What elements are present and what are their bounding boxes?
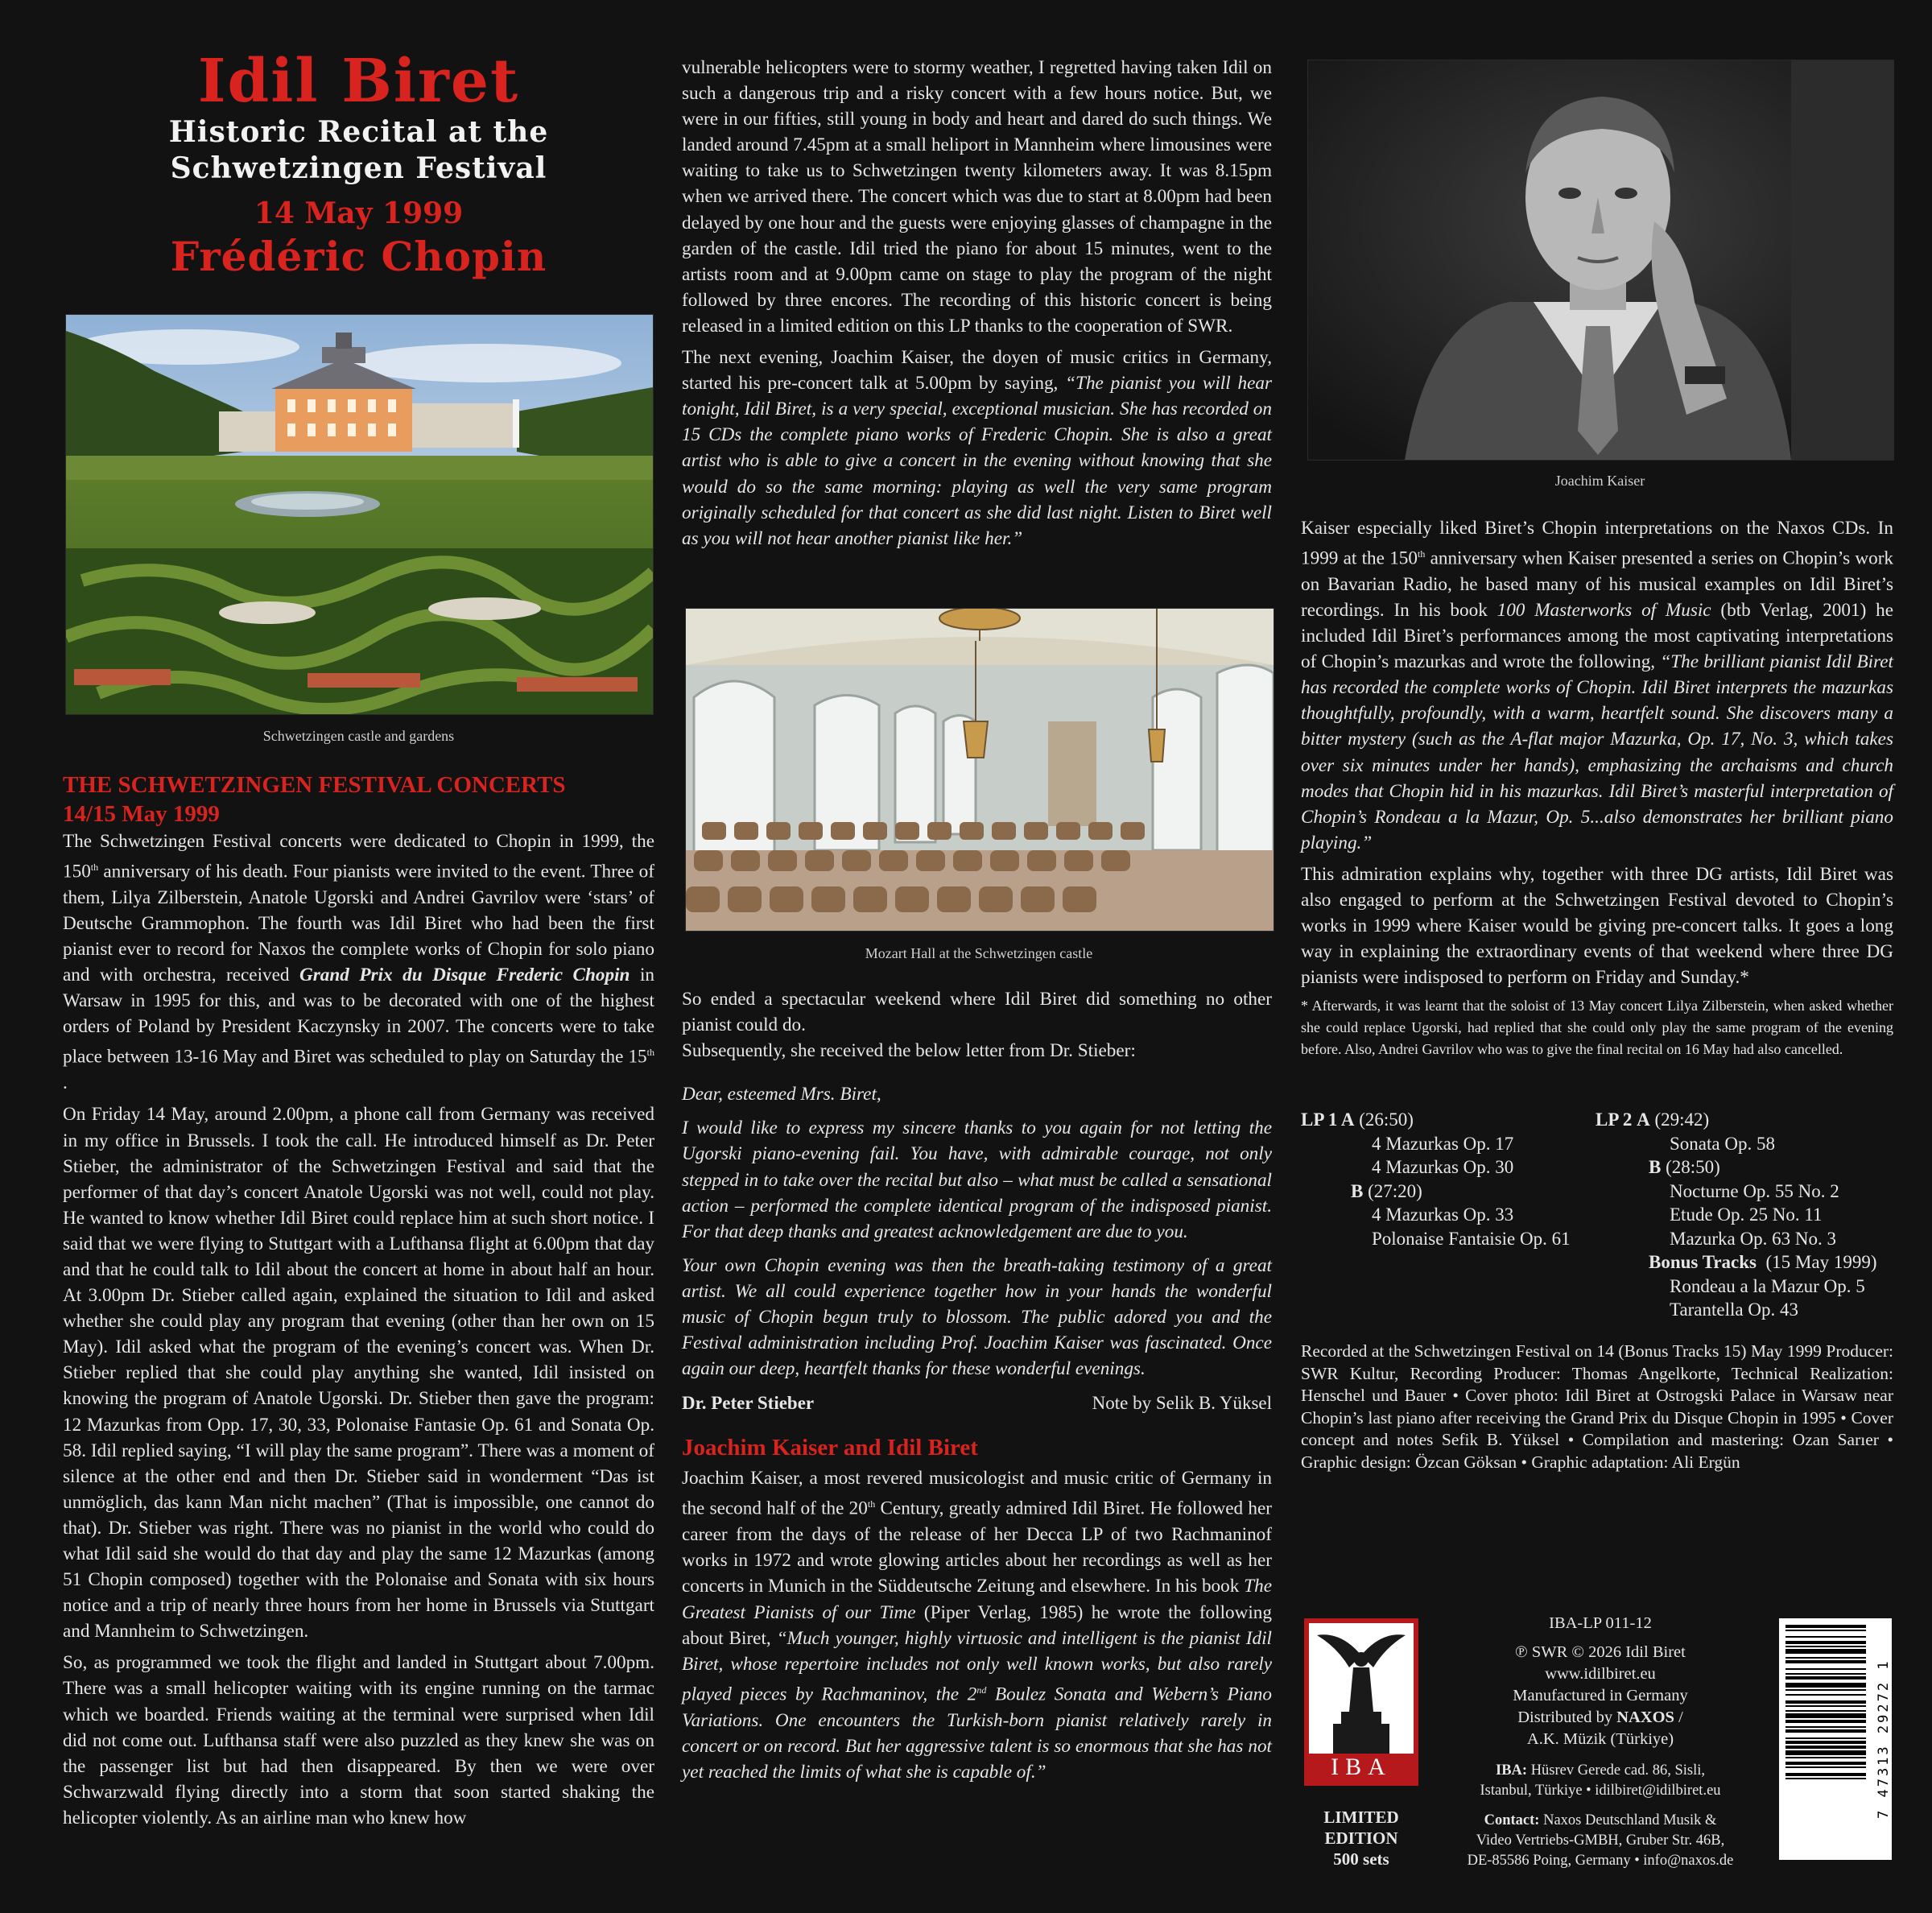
barcode-bar xyxy=(1785,1710,1866,1712)
paragraph-kaiser-admired: Joachim Kaiser, a most revered musicologist and music critic of Germany in the second half of the 20th Century, greatly admired Idil Biret. He followed her career from the days of the release of her Decca LP of two Rachmaninof works in 1972 and wrote glowing articles about her recordings as well as her concerts in Munich in the Süddeutsche Zeitung and elsewhere. In his book The Greatest Pianists of our Time (Piper Verlag, 1985) he wrote the following about Biret, “Much younger, highly virtuosic and intelligent is the pianist Idil Biret, whose repertoire includes not only well known works, but also rarely played pieces by Rachmaninov, the 2nd Boulez Sonata and Webern’s Piano Variations. One encounters the Turkish-born pianist relatively rarely in concert or on record. But her aggressive talent is so enormous that she has not yet reached the limits of what she is capable of.” xyxy=(682,1468,1272,1783)
letter-signature: Dr. Peter Stieber xyxy=(682,1393,815,1414)
column-2-text-top xyxy=(682,55,1272,552)
barcode-bar xyxy=(1785,1750,1866,1755)
angel-statue-icon xyxy=(1309,1623,1414,1757)
composer-name: Frédéric Chopin xyxy=(170,233,547,280)
lp2-side-b-track-2: Etude Op. 25 No. 11 xyxy=(1670,1204,1823,1225)
album-title-block xyxy=(63,48,654,280)
paragraph-kaiser-liked: Kaiser especially liked Biret’s Chopin interpretations on the Naxos CDs. In 1999 at the 150th anniversary when Kaiser presented a series on Chopin’s work on Bavarian Radio, he based many of his musical examples on Idil Biret’s recordings. In his book 100 Masterworks of Music (btb Verlag, 2001) he included Idil Biret’s performances among the most captivating interpretations of Chopin’s mazurkas and wrote the following, “The brilliant pianist Idil Biret has recorded the complete works of Chopin. Idil Biret interprets the mazurkas thoughtfully, profoundly, with a warm, heartfelt sound. She discovers many a bitter mystery (such as the A-flat major Mazurka, Op. 17, No. 3, which takes over six minutes under her hands), emphasizing the archaisms and church modes that Chopin hid in his mazurkas. Idil Biret’s masterful interpretation of Chopin’s Rondeau a la Mazur, Op. 5...also demonstrates her brilliant piano playing.” xyxy=(1301,518,1894,853)
distributor-turkey: A.K. Müzik (Türkiye) xyxy=(1526,1730,1674,1748)
barcode-number: 7 47313 29272 1 xyxy=(1876,1659,1892,1820)
lp1-side-a-header: LP 1 A (26:50) xyxy=(1301,1109,1414,1130)
limited-line-3: 500 sets xyxy=(1333,1849,1389,1869)
barcode-bar xyxy=(1785,1649,1866,1654)
festival-concerts-heading xyxy=(63,771,654,828)
letter-signature-row xyxy=(682,1393,1272,1414)
paragraph-phone-call: On Friday 14 May, around 2.00pm, a phone call from Germany was received in my office in Brussels. I took the call. He introduced himself as Dr. Peter Stieber, the administrator of the Schwetzingen Festival and said that the performer of that day’s concert Anatole Ugorski was not well, could not play. He wanted to know whether Idil Biret could replace him at such short notice. I said that we were flying to Stuttgart with a Lufthansa flight at 6.00pm that day and that he could talk to Idil about the concert at home in about half an hour. At 3.00pm Dr. Stieber called again, explained the situation to Idil and asked whether she could play any program that evening (other than her own on 15 May). Idil asked what the program of the evening’s concert was. When Dr. Stieber replied that she could play anything she wanted, Idil insisted on knowing the program of Anatole Ugorski. Dr. Stieber then gave the program: 12 Mazurkas from Opp. 17, 30, 33, Polonaise Fantasie Op. 61 and Sonata Op. 58. Idil replied saying, “I will play the same program”. There was a moment of silence at the other end and then Dr. Stieber said in wonderment “Das ist unmöglich, das kann Man nicht machen” (That is impossible, one cannot do that). Dr. Stieber was right. There was no pianist in the world who could do what Idil said she would do that day and play the same 12 Mazurkas (among 51 Chopin composed) together with the Polonaise and Sonata with six hours notice and a trip of nearly three hours from her home in Brussels via Stuttgart and Mannheim to Schwetzingen. xyxy=(63,1104,654,1642)
subtitle-line-1: Historic Recital at the xyxy=(168,115,549,149)
lp2-side-b-header: B (28:50) xyxy=(1649,1157,1720,1177)
lp1-side-b-track-2: Polonaise Fantaisie Op. 61 xyxy=(1372,1228,1571,1249)
artist-name: Idil Biret xyxy=(197,47,520,116)
barcode-bar xyxy=(1785,1762,1866,1765)
limited-edition-label xyxy=(1293,1807,1430,1870)
barcode-bar xyxy=(1785,1757,1866,1758)
castle-photo-caption: Schwetzingen castle and gardens xyxy=(262,728,455,744)
barcode-bar xyxy=(1785,1746,1866,1749)
iba-address: IBA: Hüsrev Gerede cad. 86, Sisli, Istanbul, Türkiye • idilbiret@idilbiret.eu xyxy=(1480,1762,1721,1799)
barcode-bar xyxy=(1785,1694,1866,1696)
barcode-bar xyxy=(1785,1660,1866,1663)
festival-heading-line-1: THE SCHWETZINGEN FESTIVAL CONCERTS xyxy=(63,772,566,798)
barcode-bar xyxy=(1785,1673,1866,1675)
barcode-bar xyxy=(1785,1729,1866,1733)
barcode-bar xyxy=(1785,1657,1866,1659)
subtitle-line-2: Schwetzingen Festival xyxy=(170,151,547,185)
column-1-text xyxy=(63,771,654,1831)
contact-address: Contact: Naxos Deutschland Musik & Video Vertriebs-GMBH, Gruber Str. 46B, DE-85586 Poing, Germany • info@naxos.de xyxy=(1467,1812,1734,1869)
barcode-bar xyxy=(1785,1741,1866,1744)
barcode xyxy=(1779,1618,1892,1860)
lp1-side-a-track-2: 4 Mazurkas Op. 30 xyxy=(1372,1157,1514,1177)
paragraph-admiration: This admiration explains why, together with three DG artists, Idil Biret was also engaged to perform at the Schwetzingen Festival devoted to Chopin’s works in 1999 where Kaiser would be giving pre-concert talks. It goes a long way in explaining the extraordinary events of that weekend where three DG pianists were indisposed to perform on Friday and Sunday.* xyxy=(1301,863,1893,989)
barcode-bar xyxy=(1785,1668,1866,1670)
bonus-track-1: Rondeau a la Mazur Op. 5 xyxy=(1670,1275,1865,1296)
label-info xyxy=(1433,1613,1768,1871)
barcode-bar xyxy=(1785,1636,1866,1638)
joachim-kaiser-photo xyxy=(1307,60,1894,461)
recording-credits: Recorded at the Schwetzingen Festival on 14 (Bonus Tracks 15) May 1999 Producer: SWR Kultur, Recording Producer: Thomas Angelkorte, Technical Realization: Henschel und Bauer • Cover photo: Idil Biret at Ostrogski Palace in Warsaw near Chopin’s last piano after receiving the Grand Prix du Disque Chopin in 1995 • Cover concept and notes Sefik B. Yüksel • Compilation and mastering: Ozan Sarıer • Graphic design: Özcan Göksan • Graphic adaptation: Ali Ergün xyxy=(1301,1341,1893,1472)
barcode-bar xyxy=(1785,1773,1866,1776)
bonus-tracks-header: Bonus Tracks (15 May 1999) xyxy=(1649,1252,1877,1272)
lp2-side-b-track-1: Nocturne Op. 55 No. 2 xyxy=(1670,1180,1839,1201)
barcode-bar xyxy=(1785,1700,1866,1704)
lp2-side-a-track-1: Sonata Op. 58 xyxy=(1670,1133,1775,1154)
tracklist xyxy=(1301,1108,1893,1320)
iba-logo xyxy=(1304,1618,1418,1786)
paragraph-flight: So, as programmed we took the flight and landed in Stuttgart about 7.00pm. There was a small helicopter waiting with its engine running on the tarmac which we boarded. Friends waiting at the terminal were surprised when Idil did not come out. Lufthansa staff were also puzzled as they knew she was on the passenger list but had then disappeared. By then we were over Schwarzwald flying directly into a storm that soon started shaking the helicopter violently. As an airline man who knew how xyxy=(63,1652,654,1828)
iba-logo-text: IBA xyxy=(1309,1754,1414,1781)
barcode-bar xyxy=(1785,1726,1866,1728)
kaiser-photo-caption: Joachim Kaiser xyxy=(1554,473,1645,489)
paragraph-kaiser-talk: The next evening, Joachim Kaiser, the doyen of music critics in Germany, started his pre-concert talk at 5.00pm by saying, “The pianist you will hear tonight, Idil Biret, is a very special, exceptional musician. She has recorded on 15 CDs the complete piano works of Frederic Chopin. She is also a great artist who is able to give a concert in the evening without knowing that she would do so the same morning: playing as well the very same program originally scheduled for that concert as she did last night. Listen to Biret well as you will not hear another pianist like her.” xyxy=(682,347,1272,549)
castle-gardens-illustration xyxy=(66,315,653,714)
limited-line-2: EDITION xyxy=(1324,1828,1398,1848)
paragraph-helicopter: vulnerable helicopters were to stormy weather, I regretted having taken Idil on such a dangerous trip and a risky concert with a few hours notice. But, we were in our fifties, still young in body and heart and dared do such things. We landed around 7.45pm at a small heliport in Mannheim where limousines were waiting to take us to Schwetzingen twenty kilometers away. It was 8.15pm when we arrived there. The concert which was due to start at 8.00pm had been delayed by one hour and the guests were enjoying glasses of champagne in the garden of the castle. Idil tried the piano for about 15 minutes, went to the artists room and at 9.00pm came on stage to play the program of the night followed by three encores. The recording of this historic concert is being released in a limited edition on this LP thanks to the cooperation of SWR. xyxy=(682,57,1272,337)
barcode-bar xyxy=(1785,1737,1866,1739)
manufactured-line: Manufactured in Germany xyxy=(1513,1687,1688,1704)
limited-line-1: LIMITED xyxy=(1323,1808,1399,1827)
column-3-text xyxy=(1301,515,1893,1060)
website: www.idilbiret.eu xyxy=(1545,1665,1656,1683)
lp2-side-b-track-3: Mazurka Op. 63 No. 3 xyxy=(1670,1228,1836,1249)
lp1-side-b-track-1: 4 Mazurkas Op. 33 xyxy=(1372,1204,1514,1225)
paragraph-weekend-ended: So ended a spectacular weekend where Idil Biret did something no other pianist could do. xyxy=(682,989,1272,1036)
barcode-bar xyxy=(1785,1705,1866,1707)
footnote: * Afterwards, it was learnt that the soloist of 13 May concert Lilya Zilberstein, when asked whether she could replace Ugorski, had replied that she could only play the same program of the evening before. Also, Andrei Gavrilov who was to give the final recital on 16 May had also cancelled. xyxy=(1301,998,1893,1058)
lp2-side-a-header: LP 2 A (29:42) xyxy=(1596,1109,1710,1130)
bonus-track-2: Tarantella Op. 43 xyxy=(1670,1299,1798,1320)
paragraph-festival-intro: The Schwetzingen Festival concerts were dedicated to Chopin in 1999, the 150th anniversary of his death. Four pianists were invited to the event. Three of them, Lilya Zilberstein, Anatole Ugorski and Andrei Gavrilov were ‘stars’ of Deutsche Grammophon. The fourth was Idil Biret who had been the first pianist ever to record for Naxos the complete works of Chopin for solo piano and with orchestra, received Grand Prix du Disque Frederic Chopin in Warsaw in 1995 for this, and was to be decorated with one of the highest orders of Poland by President Kaczynsky in 2007. The concerts were to take place between 13-16 May and Biret was scheduled to play on Saturday the 15th . xyxy=(63,831,654,1094)
barcode-bar xyxy=(1785,1778,1866,1779)
barcode-bar xyxy=(1785,1641,1866,1644)
lp1-side-a-track-1: 4 Mazurkas Op. 17 xyxy=(1372,1133,1514,1154)
letter-paragraph-2: Your own Chopin evening was then the breath-taking testimony of a great artist. We all could experience together how in your hands the wonderful music of Chopin begun truly to blossom. The public adored you and the Festival administration including Prof. Joachim Kaiser was fascinated. Once again our deep, heartfelt thanks for these wonderful evenings. xyxy=(682,1254,1272,1380)
distribution-line: Distributed by NAXOS / xyxy=(1517,1708,1683,1726)
barcode-bar xyxy=(1785,1713,1866,1718)
kaiser-portrait-illustration xyxy=(1308,60,1893,460)
kaiser-biret-heading: Joachim Kaiser and Idil Biret xyxy=(682,1435,978,1461)
letter-salutation: Dear, esteemed Mrs. Biret, xyxy=(682,1084,881,1105)
concert-date: 14 May 1999 xyxy=(254,196,464,230)
letter-paragraph-1: I would like to express my sincere thanks to you again for not letting the Ugorski piano-evening fail. You have, with admirable courage, not only stepped in to take over the recital but also – what must be called a sensational action – performed the complete identical program of the indisposed pianist. For that deep thanks and greatest acknowledgement are due to you. xyxy=(682,1118,1272,1242)
barcode-bar xyxy=(1785,1676,1866,1680)
mozart-hall-photo xyxy=(685,608,1274,932)
column-2-text-bottom xyxy=(682,986,1272,1785)
barcode-bar xyxy=(1785,1766,1866,1768)
barcode-bar xyxy=(1785,1683,1866,1688)
barcode-bar xyxy=(1785,1689,1866,1691)
castle-gardens-photo xyxy=(65,314,654,715)
paragraph-letter-intro: Subsequently, she received the below letter from Dr. Stieber: xyxy=(682,1040,1136,1062)
barcode-bar xyxy=(1785,1625,1866,1628)
barcode-bar xyxy=(1785,1720,1866,1723)
barcode-bar xyxy=(1785,1646,1866,1647)
note-author: Note by Selik B. Yüksel xyxy=(1092,1393,1272,1414)
copyright-line: ℗ SWR © 2026 Idil Biret xyxy=(1515,1643,1686,1661)
festival-heading-line-2: 14/15 May 1999 xyxy=(63,801,220,827)
catalog-number: IBA-LP 011-12 xyxy=(1549,1614,1652,1632)
mozart-hall-illustration xyxy=(686,609,1274,931)
barcode-bars xyxy=(1779,1618,1892,1860)
barcode-bar xyxy=(1785,1630,1866,1631)
mozart-hall-caption: Mozart Hall at the Schwetzingen castle xyxy=(865,945,1093,961)
lp1-side-b-header: B (27:20) xyxy=(1351,1180,1422,1201)
